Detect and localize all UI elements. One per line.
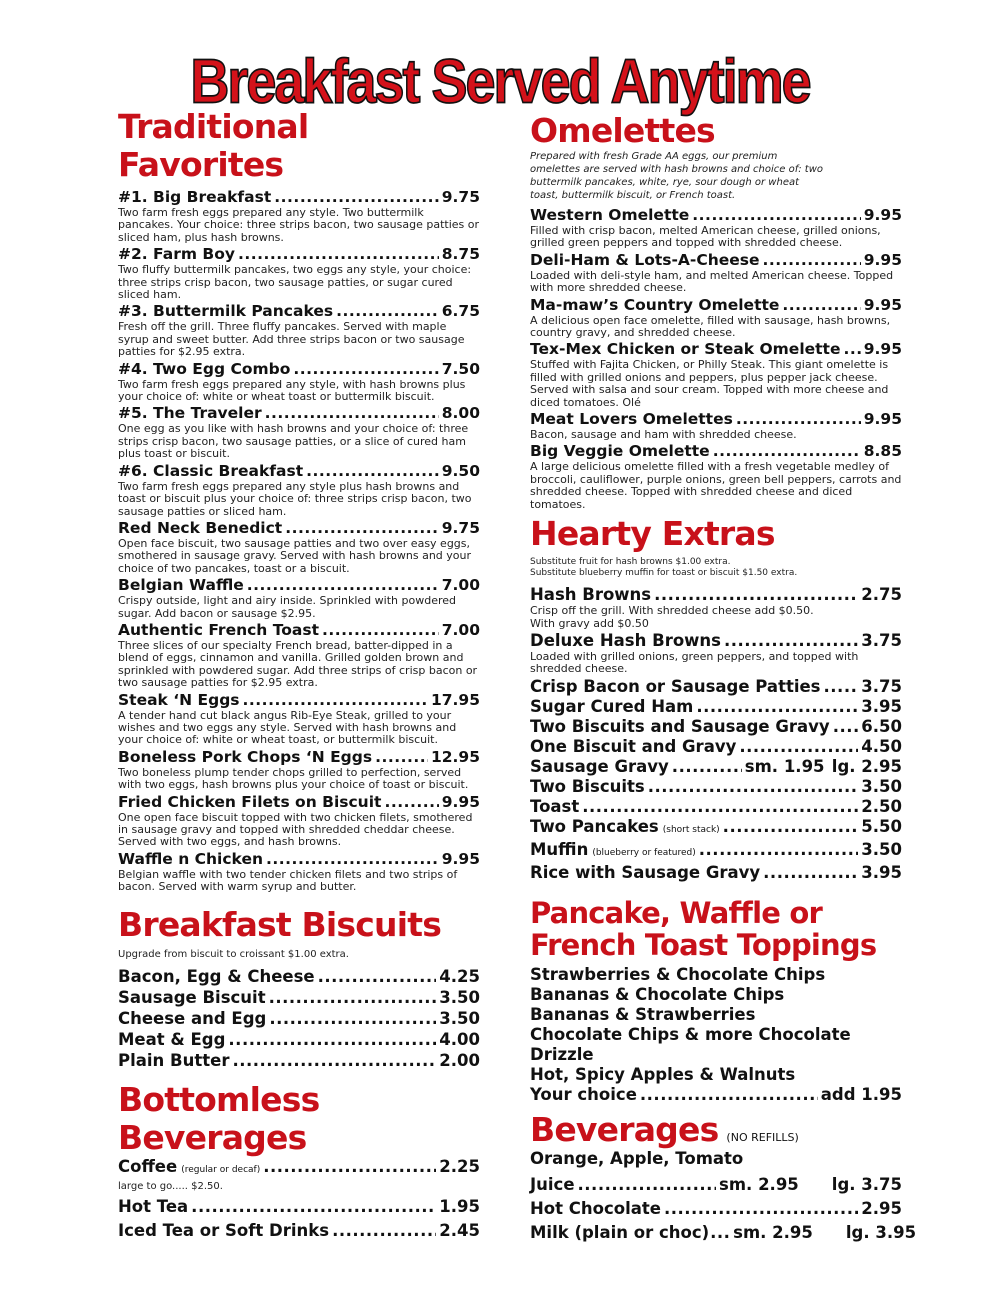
menu-item-row [118,462,480,481]
menu-item-name: Sugar Cured Ham [530,696,694,716]
menu-item-description: Belgian waffle with two tender chicken filets and two strips of bacon. Served with warm syrup and butter. [118,867,458,894]
menu-item-name: Waffle n Chicken [118,849,263,868]
biscuits-note: Upgrade from biscuit to croissant $1.00 extra. [118,948,349,960]
menu-item-row [118,576,480,595]
leader-dots [739,737,858,757]
leader-dots [384,793,438,812]
menu-item-name: #2. Farm Boy [118,245,235,264]
two-pancakes-row [530,817,902,840]
leader-dots [723,817,859,837]
menu-item [530,251,902,295]
milk-small-price: sm. 2.95 [733,1222,813,1242]
omelettes-intro: Prepared with fresh Grade AA eggs, our premium omelettes are served with hash browns and choice of: two buttermilk pancakes, white, rye, sour dough or wheat toast, buttermilk biscuit, or French toast. [530,151,823,201]
menu-item-row [118,1009,480,1029]
biscuits-list [118,967,480,1071]
menu-item-price: 8.75 [441,245,480,264]
menu-item-description: One open face biscuit topped with two chicken filets, smothered in sausage gravy and topped with shredded cheddar cheese. Served with two eggs, and hash browns. [118,810,473,849]
menu-item-row [118,691,480,710]
leader-dots [232,1051,436,1071]
sausage-gravy-large-price: lg. 2.95 [831,756,902,776]
menu-item-row [530,251,902,270]
muffin-row [530,840,902,863]
menu-item-name: Sausage Biscuit [118,987,266,1007]
menu-item-row [530,410,902,429]
page-title: Breakfast Served Anytime [190,47,810,117]
leader-dots [238,245,439,264]
menu-item-price: 1.95 [439,1196,480,1216]
menu-item-row [530,797,902,817]
leader-dots [336,302,439,321]
menu-item [530,777,902,797]
leader-dots [648,777,859,797]
menu-item-description: Open face biscuit, two sausage patties and two over easy eggs, smothered in sausage gravy. Served with hash browns and your choice of two pancakes, toast or a biscuit. [118,536,472,575]
menu-item-row [118,1197,480,1217]
menu-item-row [118,793,480,812]
leader-dots [318,967,437,987]
menu-item-name: Steak ‘N Eggs [118,690,240,709]
menu-item-price: 9.95 [863,250,902,269]
hash-browns-desc2: With gravy add $0.50 [530,616,649,630]
juice-row [530,1175,902,1195]
extras-list [530,677,902,757]
muffin-name: Muffin [530,839,589,859]
menu-item-description: A large delicious omelette filled with a fresh vegetable medley of broccoli, cauliflower, purple onions, green bell peppers, carrots and shredded cheese. Topped with shredded cheese and diced tomatoes. [530,460,902,511]
menu-item [118,1197,480,1217]
menu-item-name: #4. Two Egg Combo [118,359,291,378]
menu-item-name: Meat Lovers Omelettes [530,410,733,429]
leader-dots [699,840,859,860]
leader-dots [640,1085,818,1105]
menu-item-name: Two Biscuits and Sausage Gravy [530,716,830,736]
menu-item-price: 9.50 [441,461,480,480]
hash-browns-price: 2.75 [861,585,902,605]
menu-item-price: 2.00 [439,1050,480,1070]
leader-dots [266,850,439,869]
menu-item-row [118,1221,480,1241]
menu-item-price: 4.00 [439,1029,480,1049]
menu-item-description: One egg as you like with hash browns and your choice of: three strips crisp bacon, two sausage patties, or a slice of cured ham plus toast or biscuit. [118,422,469,461]
leader-dots [833,717,859,737]
menu-item-price: 9.95 [863,340,902,359]
toppings-heading-1: Pancake, Waffle or [530,895,823,930]
juice-large-price: lg. 3.75 [831,1174,902,1194]
menu-item-name: #1. Big Breakfast [118,188,272,206]
leader-dots [306,462,439,481]
leader-dots [578,1175,717,1195]
menu-item-row [118,360,480,379]
leader-dots [263,1157,436,1177]
extras-note-muffin: Substitute blueberry muffin for toast or biscuit $1.50 extra. [530,568,798,579]
menu-item-row [530,777,902,797]
hot-chocolate-name: Hot Chocolate [530,1198,661,1218]
menu-item [118,188,480,244]
leader-dots [228,1030,436,1050]
sausage-gravy-small-price: sm. 1.95 [744,756,825,776]
beverages-no-refills: (NO REFILLS) [726,1130,799,1144]
menu-item-price: 4.25 [439,966,480,986]
omelettes-heading: Omelettes [530,111,715,150]
leader-dots [243,691,428,710]
menu-item-name: Western Omelette [530,206,690,224]
menu-item [118,691,480,747]
rice-gravy-name: Rice with Sausage Gravy [530,862,761,882]
traditional-heading: Traditional Favorites [118,107,309,184]
menu-item-name: One Biscuit and Gravy [530,736,737,756]
leader-dots [285,519,439,538]
menu-item-name: Plain Butter [118,1050,230,1070]
rice-gravy-price: 3.95 [861,862,902,882]
traditional-list [118,188,480,894]
menu-item-row [118,302,480,321]
menu-item-name: Cheese and Egg [118,1008,267,1028]
topping-option: Bananas & Chocolate Chips [530,984,785,1004]
menu-item-description: A delicious open face omelette, filled with sausage, hash browns, country gravy, and shredded cheese. [530,313,891,340]
rice-gravy-row [530,863,902,883]
hash-browns-row [530,585,902,605]
hot-chocolate-row [530,1199,902,1219]
sausage-gravy-row [530,757,902,777]
extras-list-2 [530,777,902,817]
menu-item-price: 3.50 [439,987,480,1007]
leader-dots [763,251,861,270]
menu-item-price: 17.95 [430,690,480,709]
deluxe-hash-price: 3.75 [861,630,902,650]
menu-item-row [118,1051,480,1071]
menu-item-description: Bacon, sausage and ham with shredded cheese. [530,428,797,442]
menu-item-name: Toast [530,796,580,816]
menu-item [118,462,480,518]
menu-item [530,697,902,717]
menu-item-price: 6.75 [441,302,480,321]
menu-item-description: Two boneless plump tender chops grilled to perfection, served with two eggs, hash browns plus your choice of toast or biscuit. [118,765,469,792]
menu-item-price: 3.50 [861,776,902,796]
left-column [118,108,480,1245]
extras-heading: Hearty Extras [530,514,775,554]
menu-item [530,410,902,441]
menu-item-row [530,677,902,697]
menu-item-row [118,188,480,207]
toppings-choice-name: Your choice [530,1084,637,1104]
deluxe-hash-row [530,631,902,651]
leader-dots [191,1197,436,1217]
leader-dots [664,1199,858,1219]
menu-item [118,404,480,460]
menu-item [530,340,902,409]
menu-item-name: Two Biscuits [530,776,645,796]
menu-item-name: Hot Tea [118,1196,189,1216]
leader-dots [824,677,859,697]
menu-item-description: Stuffed with Fajita Chicken, or Philly Steak. This giant omelette is filled with grilled onions and peppers, plus pepper jack cheese. Served with salsa and sour cream. Topped with more cheese and diced tomatoes. Olé [530,358,889,409]
menu-item [118,988,480,1008]
menu-item-row [118,404,480,423]
milk-row [530,1222,917,1243]
leader-dots [696,697,858,717]
menu-item-name: Deli-Ham & Lots-A-Cheese [530,250,760,269]
bottomless-heading: Bottomless Beverages [118,1079,320,1157]
menu-item-price: 8.85 [863,442,902,461]
menu-item-price: 3.75 [861,676,902,696]
menu-item-name: Big Veggie Omelette [530,442,710,461]
leader-dots [375,748,428,767]
menu-item-row [530,206,902,225]
leader-dots [763,863,858,883]
menu-item-description: Three slices of our specialty French bread, batter-dipped in a blend of eggs, cinnamon and vanilla. Grilled golden brown and sprinkled with powdered sugar. Add three strips of crisp bacon or two sausage patties for $2.95 extra. [118,638,478,690]
bottomless-list [118,1197,480,1241]
juice-name: Juice [530,1174,575,1194]
menu-item-row [118,967,480,987]
leader-dots [654,585,858,605]
menu-item [118,1221,480,1241]
menu-item-name: Authentic French Toast [118,620,319,639]
leader-dots [265,404,439,423]
menu-item [118,748,480,792]
menu-item-name: Crisp Bacon or Sausage Patties [530,676,821,696]
leader-dots [692,206,860,225]
leader-dots [274,188,438,207]
menu-item-row [118,988,480,1008]
menu-item [530,296,902,340]
leader-dots [247,576,439,595]
menu-item [530,797,902,817]
extras-note-fruit: Substitute fruit for hash browns $1.00 extra. [530,557,731,568]
menu-item [530,206,902,250]
leader-dots [332,1221,436,1241]
menu-item-price: 9.95 [863,206,902,224]
topping-option: Bananas & Strawberries [530,1004,756,1024]
menu-item-name: Tex-Mex Chicken or Steak Omelette [530,340,841,359]
topping-option: Chocolate Chips & more Chocolate Drizzle [530,1024,851,1064]
menu-item-price: 6.50 [861,716,902,736]
sausage-gravy-name: Sausage Gravy [530,756,669,776]
omelettes-list [530,206,902,511]
menu-item-name: Red Neck Benedict [118,518,283,537]
menu-item [118,1009,480,1029]
menu-item-name: Iced Tea or Soft Drinks [118,1220,330,1240]
topping-option: Hot, Spicy Apples & Walnuts [530,1064,796,1084]
menu-item [118,1030,480,1050]
menu-item-row [118,748,480,767]
menu-item-price: 9.95 [863,295,902,314]
leader-dots [710,1223,732,1243]
deluxe-hash-name: Deluxe Hash Browns [530,630,721,650]
leader-dots [782,296,860,315]
menu-item [118,360,480,404]
menu-item-description: Crispy outside, light and airy inside. Sprinkled with powdered sugar. Add bacon or sausage $2.95. [118,594,456,620]
hash-browns-name: Hash Browns [530,585,652,605]
beverages-heading-row [530,1111,902,1149]
leader-dots [582,797,858,817]
menu-item-price: 2.50 [861,796,902,816]
menu-item [118,519,480,575]
toppings-choice-row [530,1085,902,1105]
biscuits-heading: Breakfast Biscuits [118,904,442,944]
two-pancakes-name: Two Pancakes [530,816,659,836]
menu-item [118,850,480,894]
menu-item-price: 9.75 [441,188,480,206]
menu-item-price: 4.50 [861,736,902,756]
menu-item-name: #3. Buttermilk Pancakes [118,302,334,321]
menu-item-row [118,245,480,264]
menu-item-price: 12.95 [430,747,480,766]
beverages-heading: Beverages [530,1109,719,1149]
menu-item-row [530,340,902,359]
menu-item [118,302,480,358]
menu-item [118,245,480,301]
menu-item [530,717,902,737]
toppings-choice-price: add 1.95 [820,1084,902,1104]
menu-item-name: #6. Classic Breakfast [118,461,304,480]
leader-dots [736,410,861,429]
muffin-note: (blueberry or featured) [592,847,696,858]
leader-dots [672,757,742,777]
menu-item-name: Fried Chicken Filets on Biscuit [118,792,382,811]
leader-dots [724,631,858,651]
menu-item [530,677,902,697]
menu-item-price: 9.75 [441,518,480,537]
menu-item-row [118,519,480,538]
coffee-item [118,1157,480,1193]
leader-dots [322,621,439,640]
menu-item-description: Two fluffy buttermilk pancakes, two eggs any style, your choice: three strips crisp bacon, two sausage patties, or sugar cured sliced ham. [118,263,472,302]
menu-item-description: Fresh off the grill. Three fluffy pancakes. Served with maple syrup and sweet butter. Add three strips bacon or two sausage patties for $2.95 extra. [118,320,465,359]
menu-item [118,621,480,690]
menu-item-row [118,621,480,640]
menu-item-price: 7.00 [441,576,480,595]
menu-item-row [530,737,902,757]
menu-item-price: 2.45 [439,1220,480,1240]
topping-option: Strawberries & Chocolate Chips [530,964,826,984]
menu-item-row [530,717,902,737]
menu-item-price: 3.50 [439,1008,480,1028]
toppings-heading-2: French Toast Toppings [530,927,877,962]
menu-item-name: Ma-maw’s Country Omelette [530,295,780,314]
coffee-note-small: (regular or decaf) [181,1164,261,1175]
coffee-large-note: large to go..... $2.50. [118,1180,223,1192]
menu-item-description: A tender hand cut black angus Rib-Eye Steak, grilled to your wishes and two eggs any style. Served with hash browns and your choice of: white or wheat toast, or buttermilk biscuit. [118,708,457,747]
menu-item [530,442,902,511]
menu-item-description: Loaded with deli-style ham, and melted American cheese. Topped with more shredded cheese. [530,268,894,295]
menu-item-name: Belgian Waffle [118,576,244,595]
menu-item [530,737,902,757]
leader-dots [713,442,861,461]
menu-item-row [530,442,902,461]
menu-item-price: 8.00 [441,404,480,423]
coffee-name: Coffee [118,1156,178,1176]
right-column [530,111,917,1243]
leader-dots [269,988,437,1008]
menu-item-name: Bacon, Egg & Cheese [118,966,315,986]
menu-item [118,576,480,620]
coffee-price: 2.25 [439,1156,480,1176]
menu-item-row [530,296,902,315]
menu-item [118,793,480,849]
muffin-price: 3.50 [861,839,902,859]
milk-name: Milk (plain or choc) [530,1222,710,1242]
menu-item-price: 9.95 [441,849,480,868]
menu-item-name: Boneless Pork Chops ‘N Eggs [118,747,373,766]
menu-item-price: 7.00 [441,620,480,639]
leader-dots [843,340,860,359]
menu-item-price: 7.50 [441,359,480,378]
juice-types: Orange, Apple, Tomato [530,1148,744,1168]
hot-chocolate-price: 2.95 [861,1198,902,1218]
menu-item-description: Two farm fresh eggs prepared any style plus hash browns and toast or biscuit plus your choice of: three strips crisp bacon, two sausage patties or sliced ham. [118,479,472,518]
hash-browns-desc1: Crisp off the grill. With shredded cheese add $0.50. [530,604,814,618]
milk-large-price: lg. 3.95 [845,1222,917,1242]
juice-small-price: sm. 2.95 [719,1174,799,1194]
menu-item-price: 9.95 [863,410,902,429]
menu-item-name: #5. The Traveler [118,404,262,423]
menu-item-row [530,697,902,717]
menu-item-name: Meat & Egg [118,1029,226,1049]
menu-item-description: Two farm fresh eggs prepared any style. Two buttermilk pancakes. Your choice: three strips bacon, two sausage patties or sliced ham, plus hash browns. [118,206,480,244]
menu-item [118,1051,480,1071]
menu-item-description: Two farm fresh eggs prepared any style, with hash browns plus your choice of: white or wheat toast or buttermilk biscuit. [118,377,466,404]
leader-dots [269,1009,436,1029]
menu-item-row [118,850,480,869]
menu-item-description: Filled with crisp bacon, melted American cheese, grilled onions, grilled green peppers and topped with shredded cheese. [530,224,881,250]
deluxe-hash-desc: Loaded with grilled onions, green peppers, and topped with shredded cheese. [530,649,859,676]
two-pancakes-price: 5.50 [861,816,902,836]
menu-item-row [118,1030,480,1050]
menu-item-price: 3.95 [861,696,902,716]
menu-item [118,967,480,987]
toppings-list [530,965,902,1085]
two-pancakes-note: (short stack) [662,824,720,835]
menu-item-price: 9.95 [441,792,480,811]
leader-dots [293,360,438,379]
